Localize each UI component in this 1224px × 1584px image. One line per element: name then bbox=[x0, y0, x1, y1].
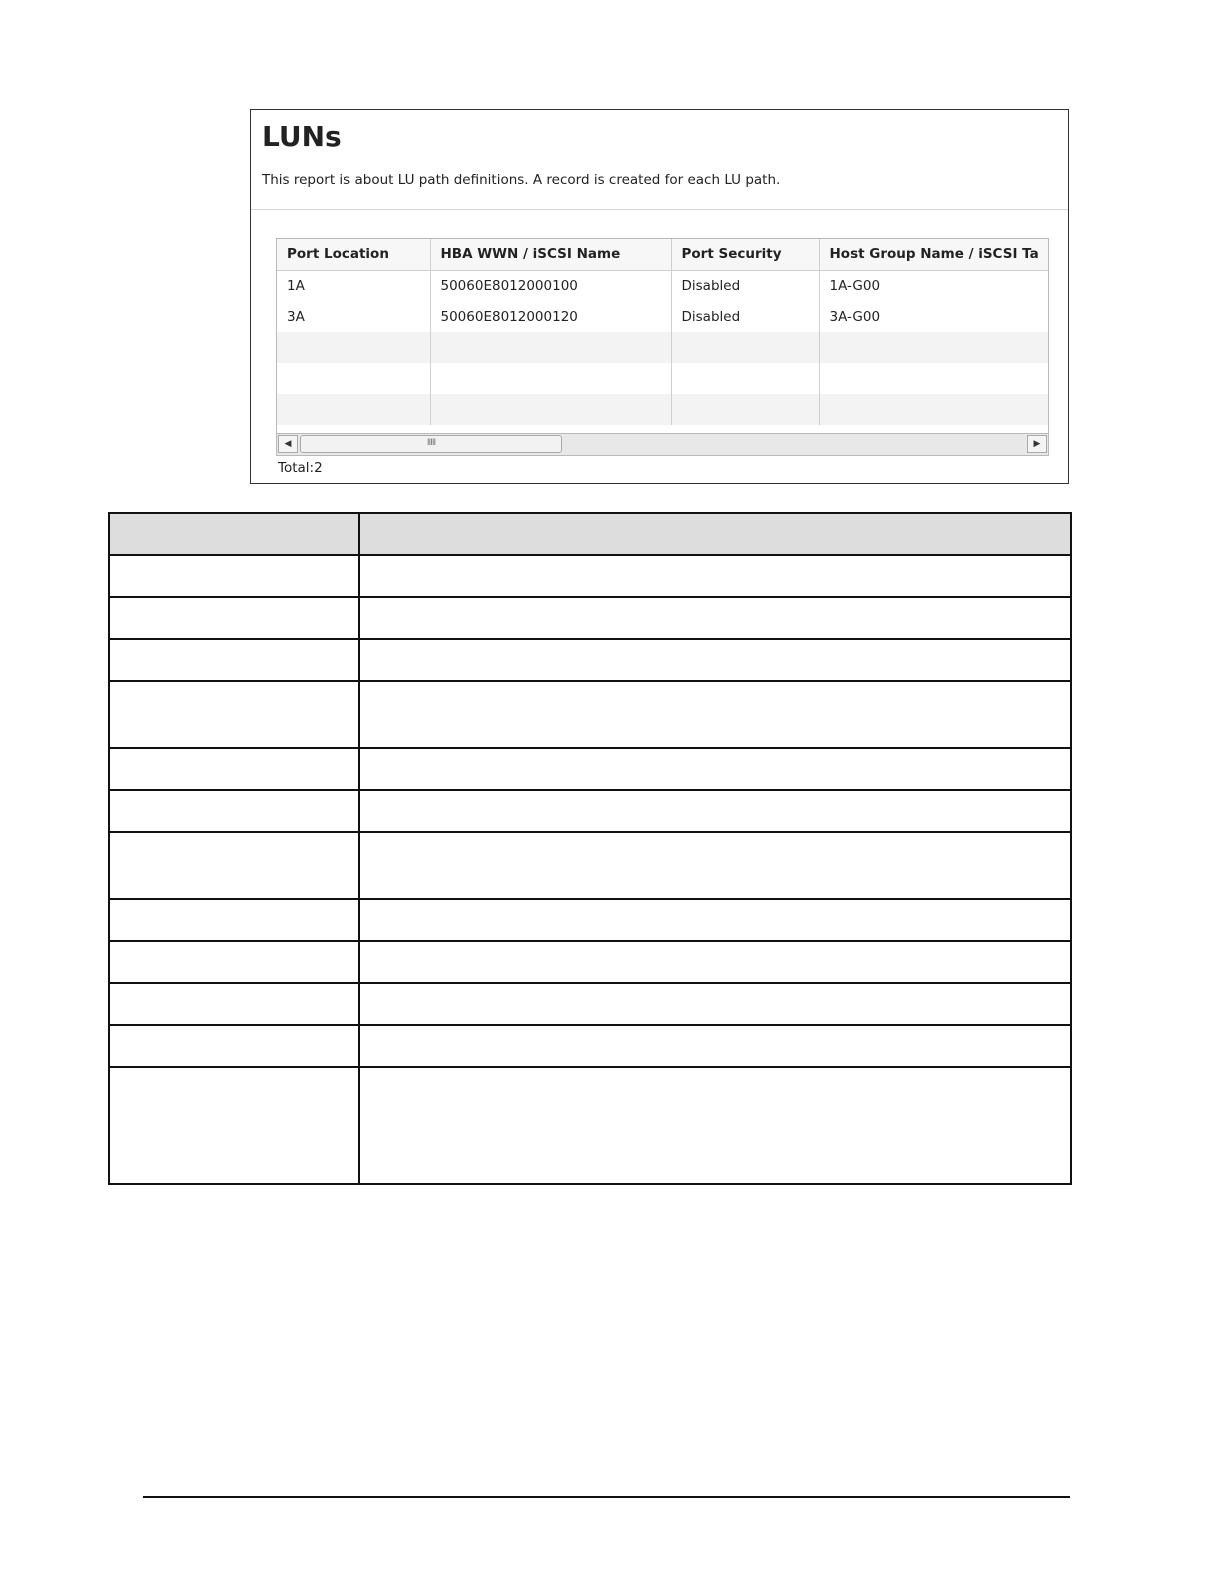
doc-cell bbox=[359, 748, 1071, 790]
doc-cell bbox=[359, 639, 1071, 681]
field-description-table bbox=[108, 512, 1072, 1185]
doc-table-row bbox=[109, 832, 1071, 899]
doc-cell bbox=[359, 597, 1071, 639]
doc-table-header-row bbox=[109, 513, 1071, 555]
luns-report-panel bbox=[250, 109, 1069, 484]
scrollbar-thumb[interactable]: IIIII bbox=[300, 435, 562, 453]
doc-cell bbox=[109, 748, 359, 790]
cell-hba-wwn: 50060E8012000100 bbox=[430, 270, 671, 301]
cell-empty bbox=[819, 363, 1049, 394]
report-divider bbox=[251, 209, 1068, 210]
table-row-empty bbox=[277, 394, 1049, 425]
column-header-host-group-name[interactable]: Host Group Name / iSCSI Ta bbox=[819, 239, 1049, 270]
cell-empty bbox=[671, 394, 819, 425]
doc-cell bbox=[109, 941, 359, 983]
cell-empty bbox=[819, 394, 1049, 425]
doc-cell bbox=[109, 790, 359, 832]
doc-table-row bbox=[109, 790, 1071, 832]
cell-empty bbox=[819, 332, 1049, 363]
doc-cell bbox=[109, 555, 359, 597]
column-header-port-security[interactable]: Port Security bbox=[671, 239, 819, 270]
cell-empty bbox=[277, 363, 430, 394]
doc-cell bbox=[109, 681, 359, 748]
doc-table-row bbox=[109, 983, 1071, 1025]
doc-header-cell bbox=[109, 513, 359, 555]
doc-cell bbox=[359, 1067, 1071, 1184]
doc-cell bbox=[359, 832, 1071, 899]
cell-host-group-name: 1A-G00 bbox=[819, 270, 1049, 301]
doc-cell bbox=[109, 983, 359, 1025]
doc-cell bbox=[109, 639, 359, 681]
cell-port-location: 1A bbox=[277, 270, 430, 301]
doc-cell bbox=[359, 983, 1071, 1025]
luns-table bbox=[277, 239, 1049, 425]
doc-cell bbox=[109, 1067, 359, 1184]
luns-grid bbox=[276, 238, 1049, 456]
doc-cell bbox=[359, 899, 1071, 941]
cell-empty bbox=[430, 394, 671, 425]
doc-cell bbox=[109, 597, 359, 639]
doc-cell bbox=[109, 832, 359, 899]
scroll-left-arrow-icon[interactable]: ◀ bbox=[278, 435, 298, 453]
table-row[interactable] bbox=[277, 301, 1049, 332]
doc-cell bbox=[359, 681, 1071, 748]
column-header-hba-wwn[interactable]: HBA WWN / iSCSI Name bbox=[430, 239, 671, 270]
doc-cell bbox=[359, 1025, 1071, 1067]
doc-cell bbox=[109, 1025, 359, 1067]
table-header-row bbox=[277, 239, 1049, 270]
cell-hba-wwn: 50060E8012000120 bbox=[430, 301, 671, 332]
doc-table-row bbox=[109, 555, 1071, 597]
horizontal-scrollbar[interactable] bbox=[277, 433, 1048, 455]
scroll-right-arrow-icon[interactable]: ▶ bbox=[1027, 435, 1047, 453]
cell-empty bbox=[430, 363, 671, 394]
cell-empty bbox=[277, 394, 430, 425]
report-title: LUNs bbox=[262, 120, 342, 153]
doc-cell bbox=[109, 899, 359, 941]
cell-host-group-name: 3A-G00 bbox=[819, 301, 1049, 332]
footer-rule bbox=[143, 1496, 1070, 1498]
cell-port-security: Disabled bbox=[671, 270, 819, 301]
cell-empty bbox=[671, 363, 819, 394]
doc-cell bbox=[359, 941, 1071, 983]
doc-header-cell bbox=[359, 513, 1071, 555]
cell-port-location: 3A bbox=[277, 301, 430, 332]
table-row-empty bbox=[277, 363, 1049, 394]
doc-table-row bbox=[109, 748, 1071, 790]
table-row[interactable] bbox=[277, 270, 1049, 301]
record-total: Total:2 bbox=[278, 460, 323, 476]
doc-table-row bbox=[109, 597, 1071, 639]
cell-empty bbox=[430, 332, 671, 363]
doc-table-row bbox=[109, 899, 1071, 941]
table-row-empty bbox=[277, 332, 1049, 363]
doc-table-row bbox=[109, 1025, 1071, 1067]
cell-port-security: Disabled bbox=[671, 301, 819, 332]
cell-empty bbox=[671, 332, 819, 363]
doc-cell bbox=[359, 555, 1071, 597]
doc-cell bbox=[359, 790, 1071, 832]
report-description: This report is about LU path definitions. A record is created for each LU path. bbox=[262, 172, 781, 188]
doc-table-row bbox=[109, 681, 1071, 748]
cell-empty bbox=[277, 332, 430, 363]
doc-table-row bbox=[109, 1067, 1071, 1184]
column-header-port-location[interactable]: Port Location bbox=[277, 239, 430, 270]
doc-table-row bbox=[109, 941, 1071, 983]
doc-table-row bbox=[109, 639, 1071, 681]
